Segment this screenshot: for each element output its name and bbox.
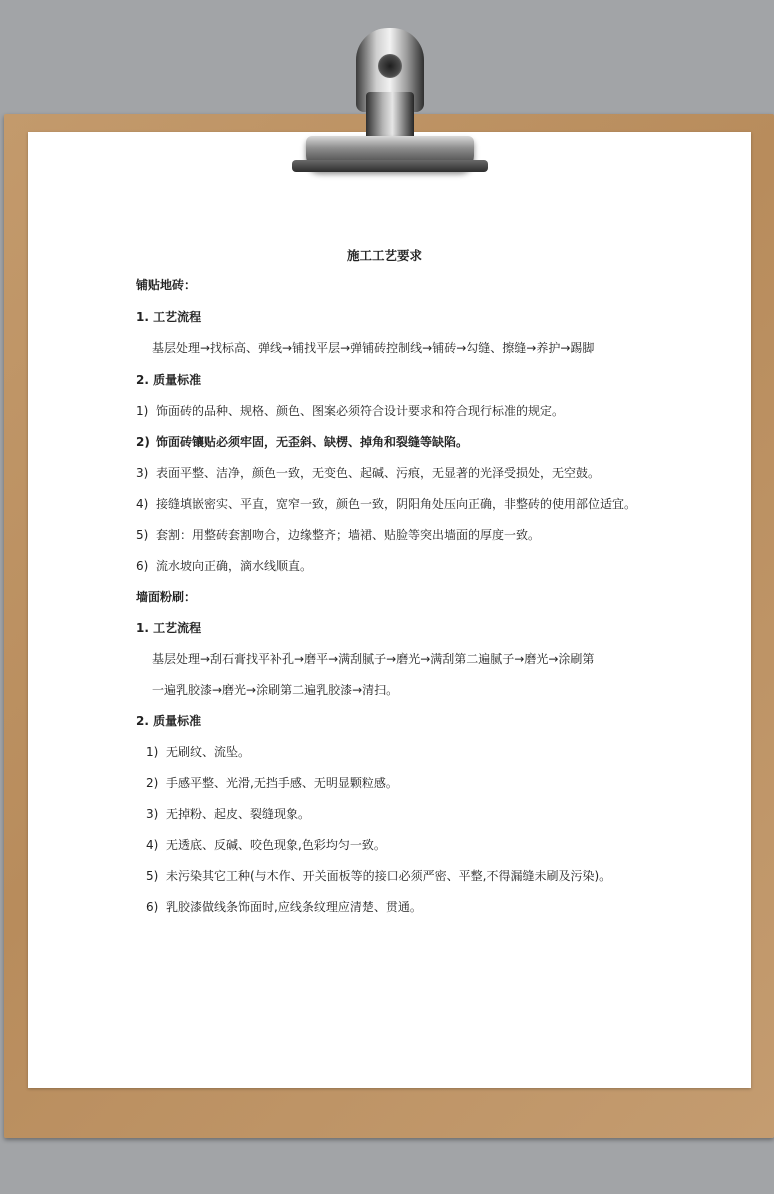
item-number: 3) [136, 466, 149, 480]
item-text: 乳胶漆做线条饰面时,应线条纹理应清楚、贯通。 [166, 900, 422, 914]
list-item [146, 899, 422, 915]
item-text: 流水坡向正确，滴水线顺直。 [156, 559, 313, 573]
list-item [136, 558, 312, 574]
item-number: 3) [146, 807, 159, 821]
item-text: 手感平整、光滑,无挡手感、无明显颗粒感。 [166, 776, 398, 790]
item-text: 无透底、反碱、咬色现象,色彩均匀一致。 [166, 838, 386, 852]
list-item [146, 837, 386, 853]
process-line: 基层处理→刮石膏找平补孔→磨平→满刮腻子→磨光→满刮第二遍腻子→磨光→涂刷第 [152, 652, 595, 666]
process-line: 基层处理→找标高、弹线→铺找平层→弹铺砖控制线→铺砖→勾缝、擦缝→养护→踢脚 [152, 341, 595, 355]
item-text: 饰面砖的品种、规格、颜色、图案必须符合设计要求和符合现行标准的规定。 [156, 404, 565, 418]
item-text: 无掉粉、起皮、裂缝现象。 [166, 807, 311, 821]
section-heading-wall-paint: 墙面粉刷： [136, 590, 197, 604]
process-line: 一遍乳胶漆→磨光→涂刷第二遍乳胶漆→清扫。 [152, 683, 399, 697]
item-number: 2) [136, 435, 150, 449]
item-text: 接缝填嵌密实、平直，宽窄一致，颜色一致，阴阳角处压向正确，非整砖的使用部位适宜。 [156, 497, 637, 511]
item-text: 饰面砖镶贴必须牢固，无歪斜、缺楞、掉角和裂缝等缺陷。 [156, 435, 469, 449]
item-text: 未污染其它工种(与木作、开关面板等的接口必须严密、平整,不得漏缝未刷及污染)。 [166, 869, 612, 883]
quality-heading: 2. 质量标准 [136, 373, 202, 387]
section-heading-floor-tiles: 铺贴地砖： [136, 278, 197, 292]
quality-heading: 2. 质量标准 [136, 714, 202, 728]
item-number: 6) [146, 900, 159, 914]
item-number: 5) [136, 528, 149, 542]
item-text: 无刷纹、流坠。 [166, 745, 251, 759]
item-number: 2) [146, 776, 159, 790]
item-number: 4) [146, 838, 159, 852]
list-item [146, 868, 611, 884]
item-number: 1) [146, 745, 159, 759]
list-item [136, 434, 468, 450]
list-item [146, 806, 310, 822]
process-heading: 1. 工艺流程 [136, 621, 202, 635]
list-item [136, 496, 636, 512]
list-item [146, 775, 398, 791]
list-item [136, 403, 564, 419]
list-item [146, 744, 250, 760]
list-item [136, 465, 600, 481]
list-item [136, 527, 540, 543]
item-text: 套割：用整砖套割吻合，边缘整齐；墙裙、贴脸等突出墙面的厚度一致。 [156, 528, 541, 542]
process-heading: 1. 工艺流程 [136, 310, 202, 324]
item-number: 1) [136, 404, 149, 418]
item-number: 6) [136, 559, 149, 573]
item-number: 4) [136, 497, 149, 511]
item-text: 表面平整、洁净，颜色一致，无变色、起碱、污痕，无显著的光泽受损处，无空鼓。 [156, 466, 601, 480]
document-title: 施工工艺要求 [347, 248, 423, 263]
item-number: 5) [146, 869, 159, 883]
